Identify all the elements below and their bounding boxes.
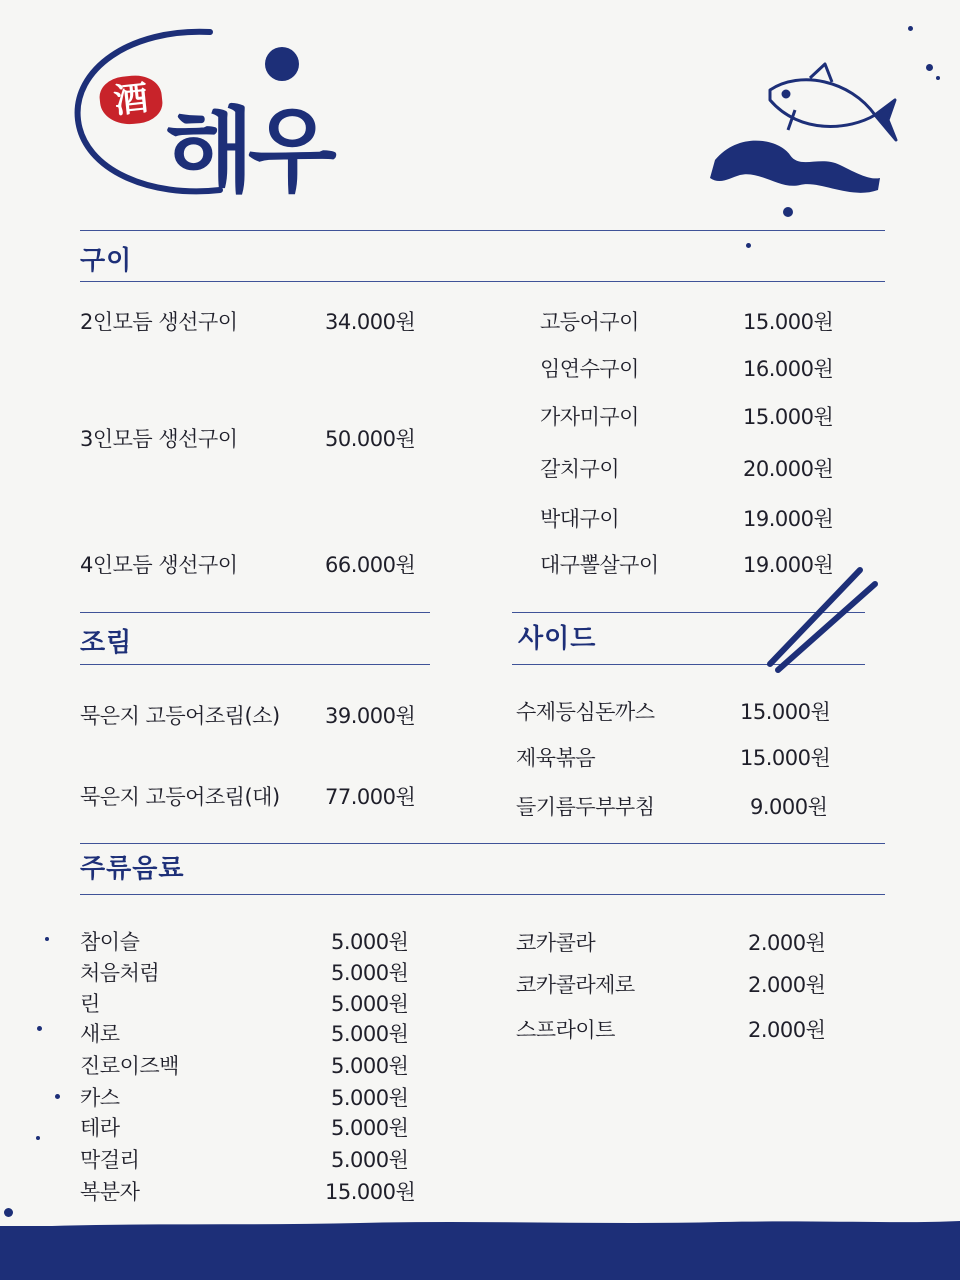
menu-item-name: 스프라이트 — [516, 1018, 615, 1042]
brush-edge-icon — [0, 1216, 960, 1230]
menu-item-name: 묵은지 고등어조림(소) — [80, 704, 280, 728]
menu-item-name: 묵은지 고등어조림(대) — [80, 785, 280, 809]
section-rule — [80, 664, 430, 665]
menu-item-name: 3인모듬 생선구이 — [80, 427, 238, 451]
section-rule — [80, 612, 430, 613]
menu-item-name: 4인모듬 생선구이 — [80, 553, 238, 577]
menu-item-name: 새로 — [80, 1022, 120, 1046]
menu-item-name: 린 — [80, 992, 100, 1016]
menu-item-name: 고등어구이 — [540, 310, 639, 334]
menu-item-price: 20.000원 — [743, 457, 834, 481]
menu-item-name: 테라 — [80, 1116, 120, 1140]
menu-item-name: 참이슬 — [80, 930, 140, 954]
menu-item-name: 수제등심돈까스 — [516, 700, 655, 724]
menu-item-price: 15.000원 — [743, 405, 834, 429]
section-rule — [80, 843, 885, 844]
ink-speck — [37, 1026, 42, 1031]
section-title-drinks: 주류음료 — [80, 854, 185, 884]
menu-item-price: 66.000원 — [325, 553, 416, 577]
menu-item-price: 5.000원 — [331, 1148, 409, 1172]
menu-item-name: 2인모듬 생선구이 — [80, 310, 238, 334]
section-rule — [80, 230, 885, 231]
menu-item-price: 2.000원 — [748, 931, 826, 955]
menu-item-price: 39.000원 — [325, 704, 416, 728]
ink-speck — [746, 243, 751, 248]
menu-item-price: 5.000원 — [331, 992, 409, 1016]
section-rule — [80, 894, 885, 895]
ink-speck — [55, 1094, 60, 1099]
menu-item-price: 15.000원 — [325, 1180, 416, 1204]
menu-item-name: 박대구이 — [540, 507, 620, 531]
menu-item-name: 카스 — [80, 1086, 120, 1110]
menu-item-name: 코카콜라 — [516, 931, 596, 955]
menu-item-price: 5.000원 — [331, 1054, 409, 1078]
menu-item-price: 2.000원 — [748, 1018, 826, 1042]
section-title-braised: 조림 — [80, 628, 133, 658]
menu-item-price: 5.000원 — [331, 961, 409, 985]
menu-item-price: 5.000원 — [331, 1116, 409, 1140]
ink-speck — [36, 1136, 40, 1140]
menu-item-name: 복분자 — [80, 1180, 140, 1204]
menu-item-price: 19.000원 — [743, 507, 834, 531]
ink-speck — [45, 937, 49, 941]
menu-item-name: 막걸리 — [80, 1148, 140, 1172]
logo-name: 해우 — [165, 97, 331, 205]
menu-item-price: 19.000원 — [743, 553, 834, 577]
fish-icon — [700, 60, 900, 220]
menu-item-price: 77.000원 — [325, 785, 416, 809]
menu-item-price: 9.000원 — [750, 795, 828, 819]
menu-item-name: 처음처럼 — [80, 961, 160, 985]
menu-item-price: 15.000원 — [743, 310, 834, 334]
section-rule — [80, 281, 885, 282]
section-title-side: 사이드 — [518, 624, 597, 654]
ink-speck — [936, 76, 940, 80]
chopsticks-icon — [760, 562, 885, 674]
menu-item-price: 2.000원 — [748, 973, 826, 997]
menu-item-name: 제육볶음 — [516, 746, 596, 770]
menu-item-name: 들기름두부부침 — [516, 795, 655, 819]
section-title-grill: 구이 — [80, 246, 133, 276]
menu-item-name: 갈치구이 — [540, 457, 620, 481]
menu-item-name: 코카콜라제로 — [516, 973, 635, 997]
menu-item-price: 34.000원 — [325, 310, 416, 334]
menu-item-price: 50.000원 — [325, 427, 416, 451]
menu-item-name: 임연수구이 — [540, 357, 639, 381]
logo-seal: 酒 — [98, 73, 165, 127]
footer-brush-band — [0, 1226, 960, 1280]
menu-item-name: 진로이즈백 — [80, 1054, 179, 1078]
menu-item-name: 가자미구이 — [540, 405, 639, 429]
menu-item-name: 대구뽈살구이 — [540, 553, 659, 577]
menu-item-price: 15.000원 — [740, 700, 831, 724]
ink-speck — [908, 26, 913, 31]
menu-item-price: 5.000원 — [331, 1086, 409, 1110]
ink-speck — [926, 64, 933, 71]
menu-item-price: 15.000원 — [740, 746, 831, 770]
menu-item-price: 5.000원 — [331, 1022, 409, 1046]
menu-item-price: 16.000원 — [743, 357, 834, 381]
menu-item-price: 5.000원 — [331, 930, 409, 954]
